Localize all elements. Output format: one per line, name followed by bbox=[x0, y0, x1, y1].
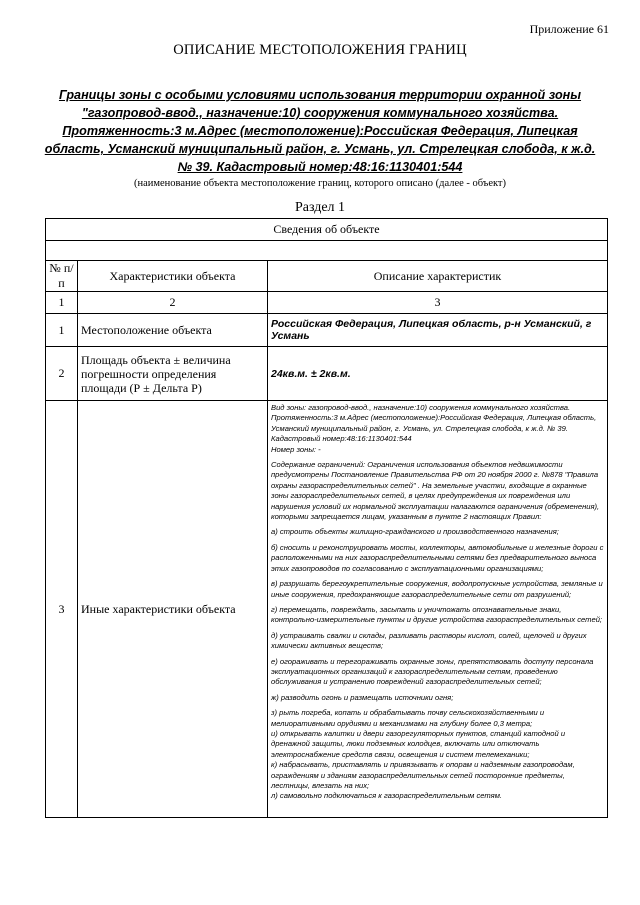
table-title: Сведения об объекте bbox=[46, 219, 608, 241]
header-description: Описание характеристик bbox=[268, 261, 608, 292]
restrictions-text bbox=[268, 401, 608, 818]
restriction-item: и) открывать калитки и двери газорегуляторных пунктов, станций катодной и дренажной защиты, люки подземных колодцев, включать или отключать электроснабжение средств связи, освещения и систем телемеханики; bbox=[271, 728, 566, 759]
row-number: 2 bbox=[46, 347, 78, 401]
zone-type-paragraph: Вид зоны: газопровод-ввод., назначение:10) сооружения коммунального хозяйства. Протяженность:3 м.Адрес (местоположение):Российская Федерация, Липецкая область, Усманский муниципальный район, г. Усмань, ул. Стрелецкая слобода, к ж.д. № 39. Кадастровый номер:48:16:1130401:544 bbox=[271, 403, 597, 444]
restriction-item: е) огораживать и перегораживать охранные зоны, препятствовать доступу персонала эксплуатационных организаций к газораспределительным сетям, проведению обслуживания и устранению повреждений газораспределительных сетей; bbox=[271, 656, 594, 687]
row-value: Российская Федерация, Липецкая область, р-н Усманский, г Усмань bbox=[268, 314, 608, 347]
restriction-item: г) перемещать, повреждать, засыпать и уничтожать опознавательные знаки, контрольно-измерительные пункты и другие устройства газораспределительных сетей; bbox=[271, 604, 603, 625]
table-empty-row bbox=[46, 241, 608, 261]
row-number: 1 bbox=[46, 314, 78, 347]
restrictions-paragraph: Содержание ограничений: Ограничения использования объектов недвижимости предусмотрены Постановление Правительства РФ от 20 ноября 2000 г. №878 "Правила охраны газораспределительных сетей" . На земельные участки, входящие в охранные зоны газораспределительных сетей, в целях предупреждения их повреждения или нарушения условий их нормальной эксплуатации налагаются ограничения (обременения), которыми запрещается лицам, указанным в пункте 2 настоящих Правил: bbox=[271, 460, 600, 522]
table-header-row bbox=[46, 261, 608, 292]
table-row bbox=[46, 401, 608, 818]
object-caption: (наименование объекта местоположение границ, которого описано (далее - объект) bbox=[133, 178, 507, 189]
row-value: 24кв.м. ± 2кв.м. bbox=[268, 347, 608, 401]
object-info-table bbox=[45, 218, 608, 818]
restriction-item: а) строить объекты жилищно-гражданского и производственного назначения; bbox=[271, 527, 559, 537]
row-label: Иные характеристики объекта bbox=[78, 401, 268, 818]
header-num: № п/п bbox=[46, 261, 78, 292]
restriction-item: б) сносить и реконструировать мосты, коллекторы, автомобильные и железные дороги с расположенными на них газораспределительными сетями без предварительного выноса этих газопроводов по согласованию с эксплуатационными организациями; bbox=[271, 542, 604, 573]
row-label: Местоположение объекта bbox=[78, 314, 268, 347]
row-label: Площадь объекта ± величина погрешности определения площади (Р ± Дельта Р) bbox=[78, 347, 268, 401]
restriction-item: к) набрасывать, приставлять и привязывать к опорам и надземным газопроводам, ограждениям и зданиям газораспределительных сетей посторонние предметы, лестницы, влезать на них; bbox=[271, 760, 575, 790]
restriction-item: л) самовольно подключаться к газораспределительным сетям. bbox=[271, 791, 503, 801]
restriction-item: в) разрушать берегоукрепительные сооружения, водопропускные устройства, земляные и иные сооружения, предохраняющие газораспределительные сети от разрушений; bbox=[271, 579, 603, 599]
document-title: ОПИСАНИЕ МЕСТОПОЛОЖЕНИЯ ГРАНИЦ bbox=[173, 42, 467, 58]
table-row bbox=[46, 314, 608, 347]
column-number: 3 bbox=[268, 292, 608, 314]
table-row bbox=[46, 347, 608, 401]
column-number: 2 bbox=[78, 292, 268, 314]
header-characteristics: Характеристики объекта bbox=[78, 261, 268, 292]
zone-heading: Границы зоны с особыми условиями использования территории охранной зоны "газопровод-ввод., назначение:10) сооружения коммунального хозяйства. Протяженность:3 м.Адрес (местоположение):Российская Федерация, Липецкая область, Усманский муниципальный район, г. Усмань, ул. Стрелецкая слобода, к ж.д. № 39. Кадастровый номер:48:16:1130401:544 bbox=[44, 88, 596, 174]
section-title: Раздел 1 bbox=[294, 200, 346, 215]
appendix-label: Приложение 61 bbox=[529, 22, 609, 36]
column-numbers-row bbox=[46, 292, 608, 314]
restriction-item: д) устраивать свалки и склады, разливать растворы кислот, солей, щелочей и других химически активных веществ; bbox=[271, 630, 587, 651]
row-number: 3 bbox=[46, 401, 78, 818]
column-number: 1 bbox=[46, 292, 78, 314]
zone-number-paragraph: Номер зоны: - bbox=[271, 444, 321, 454]
restriction-item: з) рыть погреба, копать и обрабатывать почву сельскохозяйственными и мелиоративными орудиями и механизмами на глубину более 0,3 метра; bbox=[271, 708, 545, 728]
restriction-item: ж) разводить огонь и размещать источники огня; bbox=[271, 692, 454, 702]
